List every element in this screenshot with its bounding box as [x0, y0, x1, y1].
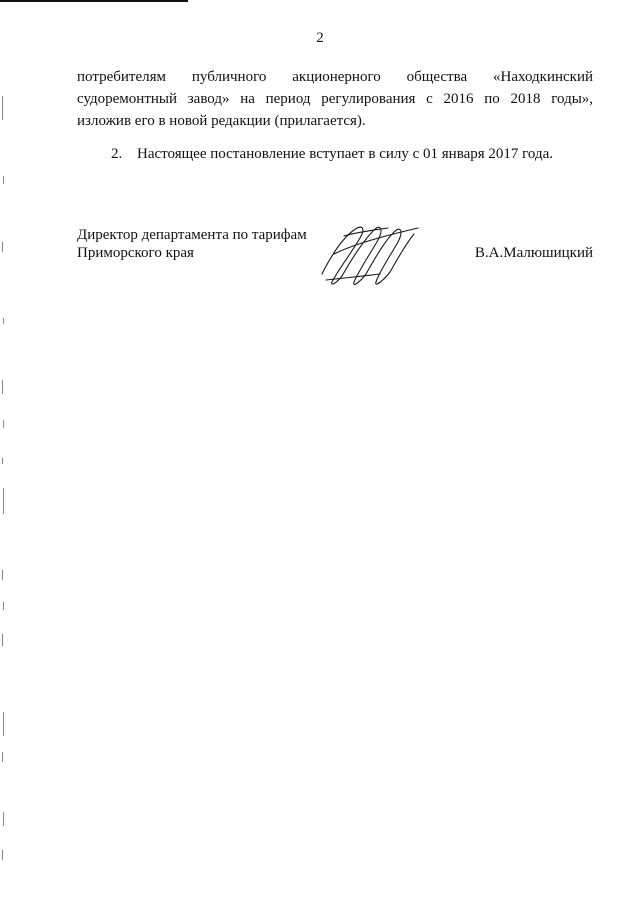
word: по: [484, 91, 500, 107]
word: 2018: [510, 91, 541, 107]
signer-name: В.А.Малюшицкий: [474, 245, 593, 261]
list-item-text: Настоящее постановление вступает в силу с 01 января 2017 года.: [137, 146, 554, 162]
word: потребителям: [77, 69, 166, 85]
signer-title-line-2: Приморского края: [77, 245, 194, 261]
top-rule-line: [0, 0, 188, 2]
paragraph-1-line-1: [77, 66, 593, 88]
word: акционерного: [292, 69, 381, 85]
word: регулирования: [321, 91, 416, 107]
word: с: [426, 91, 433, 107]
page-number: 2: [316, 30, 324, 46]
handwritten-signature: [314, 218, 424, 290]
word: период: [265, 91, 311, 107]
paragraph-1-line-3: изложив его в новой редакции (прилагается).: [77, 113, 366, 129]
signer-title-line-1: Директор департамента по тарифам: [77, 227, 307, 243]
word: публичного: [191, 69, 267, 85]
scan-edge-marks: [0, 0, 8, 905]
signer-title: [77, 226, 307, 262]
word: годы»,: [551, 91, 593, 107]
word: судоремонтный: [77, 91, 178, 107]
list-item-2: [111, 146, 553, 163]
paragraph-1: [77, 66, 593, 132]
word: завод»: [187, 91, 230, 107]
word: общества: [406, 69, 468, 85]
list-item-number: 2.: [111, 146, 123, 162]
paragraph-1-line-2: [77, 88, 593, 110]
word: 2016: [443, 91, 474, 107]
word: на: [240, 91, 255, 107]
word: «Находкинский: [493, 69, 593, 85]
